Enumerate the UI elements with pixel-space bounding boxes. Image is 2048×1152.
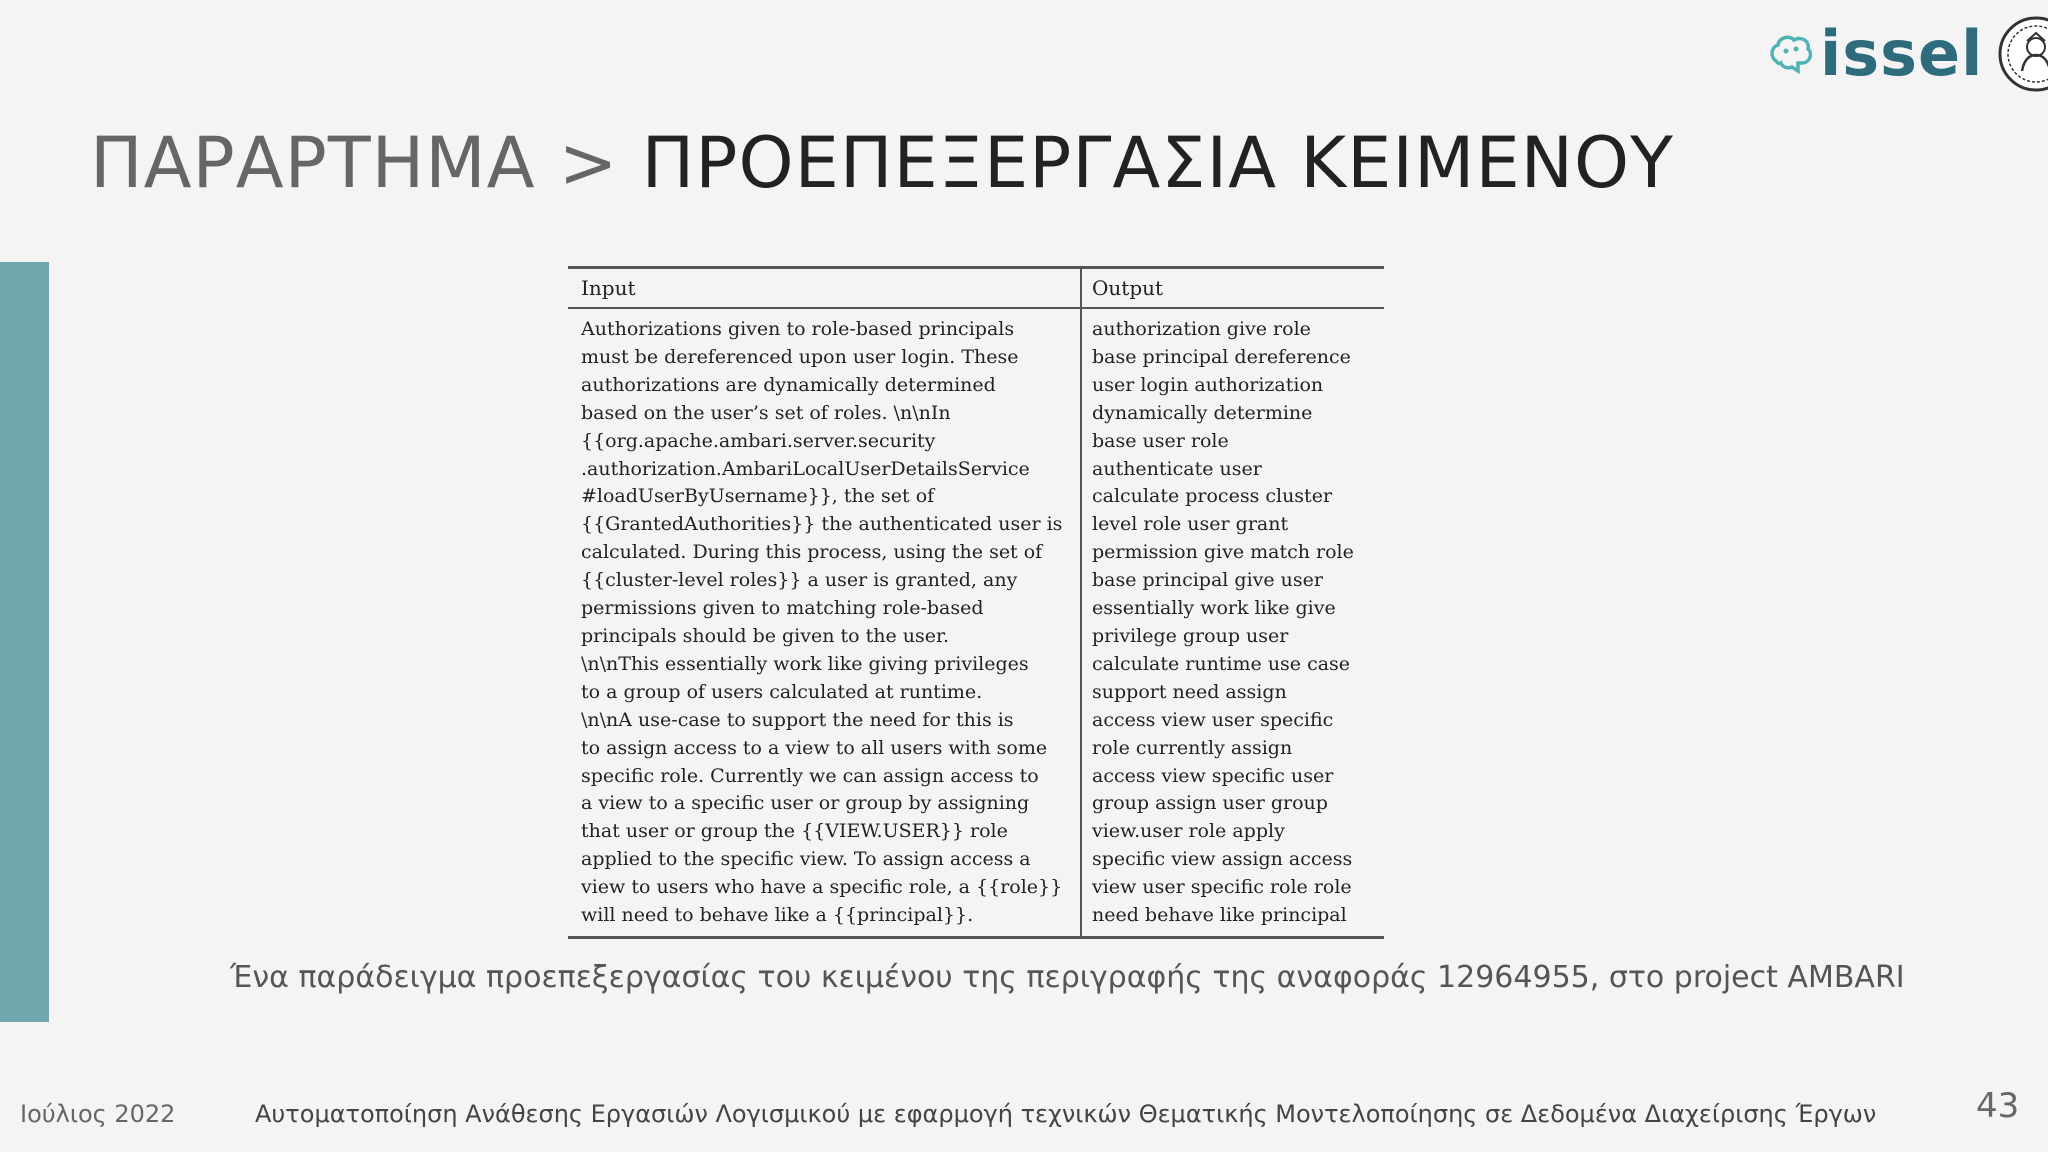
output-text-line: privilege group user (1092, 624, 1289, 647)
output-text-line: base principal dereference (1092, 345, 1351, 368)
input-text-line: authorizations are dynamically determined (581, 373, 996, 396)
breadcrumb-prefix: ΠΑΡΑΡΤΗΜΑ > (90, 122, 642, 204)
slide-title (90, 118, 1674, 208)
page-number: 43 (1976, 1086, 2020, 1126)
output-text-line: dynamically determine (1092, 401, 1313, 424)
output-text-line: group assign user group (1092, 792, 1328, 815)
input-text-line: Authorizations given to role-based principals (581, 318, 1015, 340)
input-text-line: #loadUserByUsername}}, the set of (581, 485, 935, 508)
input-text-line: \n\nA use-case to support the need for this is (581, 708, 1014, 731)
logo-text: issel (1820, 17, 1984, 90)
figure-caption: Ένα παράδειγμα προεπεξεργασίας του κειμένου της περιγραφής της αναφοράς 12964955, στο project AMBARI (230, 960, 1905, 995)
brain-icon (1768, 31, 1814, 77)
output-text-line: calculate process cluster (1092, 485, 1333, 508)
output-text-line: calculate runtime use case (1092, 652, 1351, 675)
input-text-line: {{org.apache.ambari.server.security (581, 429, 936, 452)
input-column-header: Input (568, 269, 1082, 307)
input-text-line: to assign access to a view to all users with some (581, 736, 1048, 759)
output-cell (1082, 309, 1384, 936)
output-text-line: base principal give user (1092, 569, 1323, 592)
output-text-line: permission give match role (1092, 541, 1354, 564)
output-text-line: essentially work like give (1092, 597, 1336, 620)
input-text-line: calculated. During this process, using the set of (581, 541, 1043, 564)
input-text-line: will need to behave like a {{principal}}. (581, 904, 974, 927)
input-text-line: a view to a specific user or group by assigning (581, 792, 1030, 815)
footer-date: Ιούλιος 2022 (20, 1100, 176, 1128)
output-text-line: view.user role apply (1092, 820, 1285, 843)
input-text-line: permissions given to matching role-based (581, 597, 984, 620)
page-title: ΠΡΟΕΠΕΞΕΡΓΑΣΙΑ ΚΕΙΜΕΝΟΥ (641, 122, 1674, 204)
input-text-line: applied to the specific view. To assign access a (581, 848, 1031, 871)
output-text-line: need behave like principal (1092, 904, 1347, 927)
footer-thesis-title: Αυτοματοποίηση Ανάθεσης Εργασιών Λογισμικού με εφαρμογή τεχνικών Θεματικής Μοντελοποίησης σε Δεδομένα Διαχείρισης Έργων (255, 1100, 1877, 1128)
university-seal-icon (1997, 15, 2048, 93)
output-text-line: access view specific user (1092, 764, 1334, 787)
input-text-line: must be dereferenced upon user login. These (581, 345, 1019, 368)
input-text-line: {{GrantedAuthorities}} the authenticated user is (581, 513, 1063, 536)
output-text-line: role currently assign (1092, 736, 1293, 759)
input-text-line: based on the user’s set of roles. \n\nIn (581, 401, 951, 424)
issel-logo (1768, 12, 2048, 96)
table-bottom-rule (568, 936, 1384, 939)
input-text-line: specific role. Currently we can assign access to (581, 764, 1039, 787)
input-text-line: principals should be given to the user. (581, 624, 950, 647)
input-text-line: view to users who have a specific role, a {{role}} (581, 876, 1063, 899)
output-text-line: view user specific role role (1092, 876, 1352, 899)
input-text-line: \n\nThis essentially work like giving privileges (581, 652, 1029, 675)
input-text-line: that user or group the {{VIEW.USER}} role (581, 820, 1008, 843)
output-text-line: support need assign (1092, 680, 1287, 703)
output-text-line: specific view assign access (1092, 848, 1353, 871)
table-body-row (568, 309, 1384, 936)
input-text-line: to a group of users calculated at runtime. (581, 680, 983, 703)
preprocessing-table (568, 266, 1384, 939)
output-text-line: access view user specific (1092, 708, 1334, 731)
output-column-header: Output (1092, 276, 1164, 300)
output-text-line: user login authorization (1092, 373, 1324, 396)
input-cell (568, 309, 1082, 936)
accent-bar (0, 262, 49, 1022)
output-text-line: level role user grant (1092, 513, 1289, 536)
table-header-row (568, 269, 1384, 307)
input-text-line: {{cluster-level roles}} a user is granted, any (581, 569, 1018, 592)
input-text-line: .authorization.AmbariLocalUserDetailsService (581, 457, 1030, 480)
output-text-line: authorization give role (1092, 318, 1311, 340)
output-text-line: authenticate user (1092, 457, 1262, 480)
output-text-line: base user role (1092, 429, 1229, 452)
